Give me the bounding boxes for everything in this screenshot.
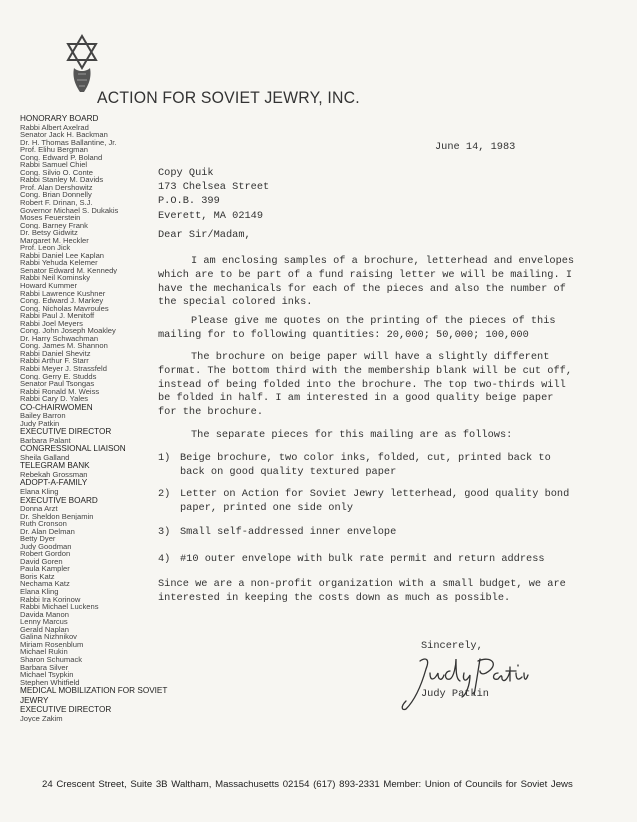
roster-name: Cong. Edward P. Boland	[20, 153, 103, 162]
list-text: Letter on Action for Soviet Jewry letterhead, good quality bond paper, printed one side only	[180, 488, 570, 514]
roster-name: Gerald Naplan	[20, 625, 69, 634]
paragraph-text: I am enclosing samples of a brochure, letterhead and envelopes which are to be part of a fund raising letter we will be mailing. I have the mechanicals for each of the pieces and also the number of the special colored inks.	[158, 255, 575, 309]
roster-name: Nechama Katz	[20, 580, 70, 589]
list-text: Small self-addressed inner envelope	[180, 526, 397, 538]
recipient-line: Everett, MA 02149	[158, 209, 264, 222]
body-paragraph	[158, 315, 578, 343]
list-text: Beige brochure, two color inks, folded, cut, printed back to back on good quality textured paper	[180, 452, 551, 478]
roster-name: Rebekah Grossman	[20, 470, 88, 479]
roster-name: Rabbi Paul J. Menitoff	[20, 312, 95, 320]
roster-name: Dr. Betsy Gidwitz	[20, 229, 78, 237]
paragraph-text: The brochure on beige paper will have a slightly different format. The bottom third with the membership blank will be cut off, instead of being folded into the brochure. The top two-thirds will be folded in half. I am interested in a good quality beige paper for the brochure.	[158, 351, 573, 419]
roster-heading: CO-CHAIRWOMEN	[20, 402, 93, 412]
roster-name: Cong. Gerry E. Studds	[20, 372, 97, 381]
body-paragraph	[158, 255, 578, 310]
roster-name: Rabbi Arthur F. Starr	[20, 357, 89, 365]
body-paragraph	[158, 429, 578, 443]
list-number: 2)	[158, 488, 171, 500]
list-item	[158, 452, 578, 480]
roster-name: Michael Rukin	[20, 648, 68, 656]
list-number: 1)	[158, 452, 171, 464]
roster-name: Sheila Galland	[20, 453, 70, 462]
roster-name: Prof. Elihu Bergman	[20, 146, 88, 154]
roster-heading: CONGRESSIONAL LIAISON	[20, 444, 126, 454]
closing-paragraph	[158, 578, 578, 606]
closing: Sincerely,	[421, 640, 483, 652]
roster-name: Rabbi Daniel Lee Kaplan	[20, 251, 105, 260]
roster-name: Donna Arzt	[20, 505, 58, 513]
roster-name: Joyce Zakim	[20, 714, 63, 723]
handwritten-signature	[400, 651, 530, 713]
roster-name: Dr. Alan Delman	[20, 527, 75, 536]
roster-name: Rabbi Cary D. Yales	[20, 395, 89, 403]
roster-name: Stephen Whitfield	[20, 678, 80, 687]
roster-name: Galina Nizhnikov	[20, 633, 77, 641]
roster-name: Bailey Barron	[20, 412, 66, 420]
roster-name: Cong. James M. Shannon	[20, 342, 108, 350]
roster-name: Cong. Edward J. Markey	[20, 297, 104, 305]
paragraph-text: The separate pieces for this mailing are as follows:	[191, 429, 513, 441]
roster-name: Rabbi Daniel Shevitz	[20, 349, 91, 358]
roster-name: Prof. Leon Jick	[20, 244, 71, 252]
roster-name: Dr. Sheldon Benjamin	[20, 512, 94, 521]
roster-name: Boris Katz	[20, 572, 55, 581]
list-number: 3)	[158, 526, 171, 538]
roster-name: Rabbi Samuel Chiel	[20, 161, 88, 169]
list-number: 4)	[158, 553, 171, 565]
salutation: Dear Sir/Madam,	[158, 229, 251, 241]
roster-name: Prof. Alan Dershowitz	[20, 183, 93, 192]
roster-name: Rabbi Albert Axelrad	[20, 123, 89, 132]
roster-name: Elana Kling	[20, 487, 59, 496]
list-item	[158, 488, 578, 516]
roster-heading: EXECUTIVE DIRECTOR	[20, 427, 112, 437]
letter-date: June 14, 1983	[435, 141, 516, 153]
roster-name: Senator Jack H. Backman	[20, 131, 108, 139]
roster-name: Robert F. Drinan, S.J.	[20, 198, 93, 207]
roster-name: Rabbi Stanley M. Davids	[20, 176, 104, 184]
roster-name: Betty Dyer	[20, 535, 56, 543]
organization-name: ACTION FOR SOVIET JEWRY, INC.	[97, 88, 360, 107]
roster-name: Rabbi Meyer J. Strassfeld	[20, 365, 107, 373]
roster-name: Governor Michael S. Dukakis	[20, 206, 119, 215]
roster-name: Lenny Marcus	[20, 618, 68, 626]
roster-name: Howard Kummer	[20, 281, 77, 290]
roster-name: Miriam Rosenblum	[20, 640, 84, 649]
list-item	[158, 553, 578, 567]
roster-name: Rabbi Joel Meyers	[20, 319, 83, 328]
recipient-line: P.O.B. 399	[158, 195, 220, 208]
roster-name: Michael Tsypkin	[20, 671, 74, 679]
roster-name: Rabbi Yehuda Kelemer	[20, 259, 98, 267]
roster-heading: EXECUTIVE DIRECTOR	[20, 705, 112, 715]
roster-name: Margaret M. Heckler	[20, 236, 89, 245]
roster-heading: EXECUTIVE BOARD	[20, 495, 98, 505]
recipient-address	[158, 166, 269, 223]
roster-name: Rabbi Neil Kominsky	[20, 274, 91, 282]
roster-name: Paula Kampler	[20, 565, 70, 573]
roster-name: Cong. Nicholas Mavroules	[20, 304, 109, 313]
list-text: #10 outer envelope with bulk rate permit and return address	[180, 553, 545, 565]
roster-name: Barbara Palant	[20, 436, 71, 445]
roster-name: Rabbi Lawrence Kushner	[20, 289, 106, 298]
roster-name: Senator Edward M. Kennedy	[20, 266, 118, 275]
roster-name: Sharon Schumack	[20, 655, 83, 664]
list-item	[158, 526, 578, 540]
roster-name: Rabbi Michael Luckens	[20, 603, 99, 611]
roster-name: Dr. Harry Schwachman	[20, 334, 99, 343]
roster-name: Barbara Silver	[20, 663, 69, 672]
signer-name: Judy Patkin	[421, 688, 489, 700]
roster-name: Davida Manon	[20, 610, 69, 619]
roster-name: Rabbi Ronald M. Weiss	[20, 387, 100, 396]
roster-name: Cong. Silvio O. Conte	[20, 168, 94, 177]
paragraph-text: Since we are a non-profit organization with a small budget, we are interested in keeping the costs down as much as possible.	[158, 578, 566, 604]
body-paragraph	[158, 351, 578, 420]
roster-name: Dr. H. Thomas Ballantine, Jr.	[20, 138, 117, 147]
roster-heading: MEDICAL MOBILIZATION FOR SOVIET JEWRY	[20, 686, 168, 705]
roster-heading: TELEGRAM BANK	[20, 461, 90, 471]
roster-name: Cong. Barney Frank	[20, 221, 88, 230]
paragraph-text: Please give me quotes on the printing of the pieces of this mailing for to following quantities: 20,000; 50,000; 100,000	[158, 315, 556, 341]
roster-name: David Goren	[20, 557, 63, 566]
recipient-line: Copy Quik	[158, 167, 214, 179]
roster-name: Cong. Brian Donnelly	[20, 191, 92, 199]
roster-heading: HONORARY BOARD	[20, 114, 99, 123]
roster-name: Robert Gordon	[20, 550, 71, 558]
roster-name: Moses Feuerstein	[20, 214, 81, 222]
footer-address: 24 Crescent Street, Suite 3B Waltham, Massachusetts 02154 (617) 893-2331 Member: Union of Councils for Soviet Jews	[42, 779, 573, 790]
recipient-line: 173 Chelsea Street	[158, 181, 270, 194]
roster-name: Judy Goodman	[20, 542, 72, 551]
roster-name: Cong. John Joseph Moakley	[20, 327, 116, 335]
roster-name: Senator Paul Tsongas	[20, 380, 95, 388]
roster-heading: ADOPT-A-FAMILY	[20, 478, 88, 488]
board-roster	[20, 114, 170, 722]
roster-name: Rabbi Ira Korinow	[20, 595, 81, 604]
roster-name: Ruth Cronson	[20, 520, 67, 528]
roster-name: Judy Patkin	[20, 419, 60, 428]
roster-name: Elana Kling	[20, 588, 59, 596]
